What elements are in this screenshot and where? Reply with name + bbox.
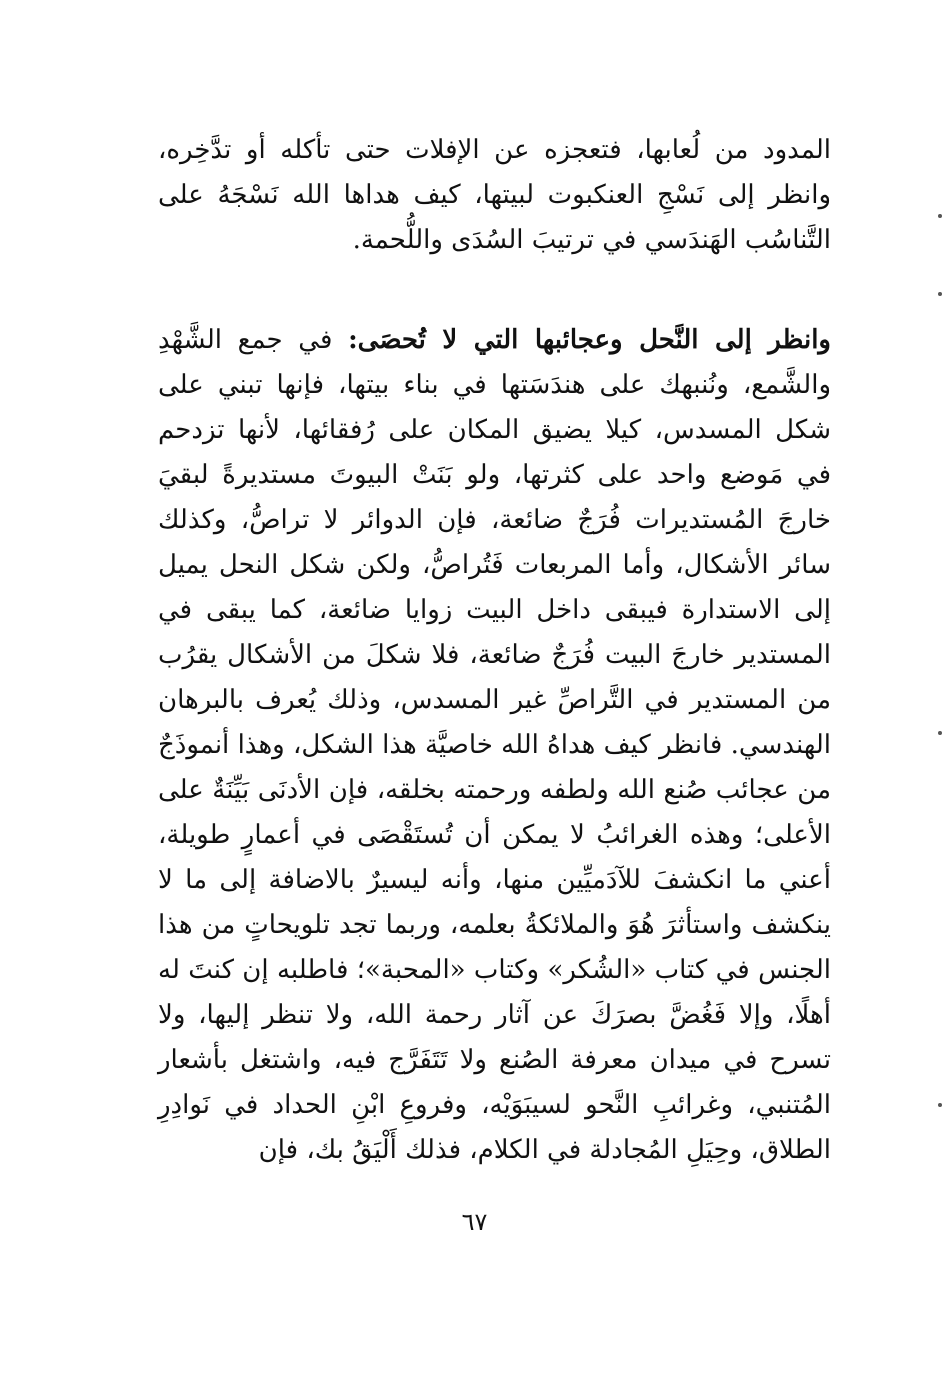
page-number: ٦٧ [461, 1208, 488, 1236]
margin-mark-icon [938, 214, 942, 218]
paragraph-bees-body: في جمع الشَّهْدِ والشَّمع، ونُنبهك على هندَسَتها في بناء بيتها، فإنها تبني على شكل المسدس، كيلا يضيق المكان على رُفقائها، لأنها تزدحم في مَوضع واحد على كثرتها، ولو بَنَتْ البيوتَ مستديرةً لبقيَ خارجَ المُستديرات فُرَجٌ ضائعة، فإن الدوائر لا تراصُّ، وكذلك سائر الأشكال، وأما المربعات فَتُراصُّ، ولكن شكل النحل يميل إلى الاستدارة فيبقى داخل البيت زوايا ضائعة، كما يبقى في المستدير خارجَ البيت فُرَجٌ ضائعة، فلا شكلَ من الأشكال يقرُب من المستدير في التَّراصِّ غير المسدس، وذلك يُعرف بالبرهان الهندسي. فانظر كيف هداهُ الله خاصيَّة هذا الشكل، وهذا أنموذَجٌ من عجائب صُنع الله ولطفه ورحمته بخلقه، فإن الأدنَى بَيِّنَةٌ على الأعلى؛ وهذه الغرائبُ لا يمكن أن تُستَقْصَى في أعمارٍ طويلة، أعني ما انكشفَ للآدَميِّين منها، وأنه ليسيرٌ بالاضافة إلى ما لا ينكشف واستأثرَ هُوَ والملائكةُ بعلمه، وربما تجد تلويحاتٍ من هذا الجنس في كتاب «الشُكر» وكتاب «المحبة»؛ فاطلبه إن كنتَ له أهلًا، وإلا فَغُضَّ بصرَكَ عن آثار رحمة الله، ولا تنظر إليها، ولا تسرح في ميدان معرفة الصُنع ولا تَتَفَرَّج فيه، واشتغل بأشعار المُتنبي، وغرائبِ النَّحو لسيبَوَيْه، وفروعِ ابْنِ الحداد في نَوادِرِ الطلاق، وحِيَلِ المُجادلة في الكلام، فذلك أَلْيَقُ بك، فإن [158, 325, 831, 1165]
paragraph-bees-lead: وانظر إلى النَّحل وعجائبها التي لا تُحصَى: [348, 325, 831, 355]
paragraph-bees [158, 318, 831, 1173]
margin-mark-icon [938, 292, 942, 296]
paragraph-spider-web: المدود من لُعابها، فتعجزه عن الإفلات حتى تأكله أو تدَّخِره، وانظر إلى نَسْجِ العنكبوت لبيتها، كيف هداها الله نَسْجَهُ على التَّناسُب الهَندَسي في ترتيبَ السُدَى واللُّحمة. [158, 135, 831, 255]
margin-mark-icon [938, 731, 942, 735]
margin-mark-icon [938, 1103, 942, 1107]
